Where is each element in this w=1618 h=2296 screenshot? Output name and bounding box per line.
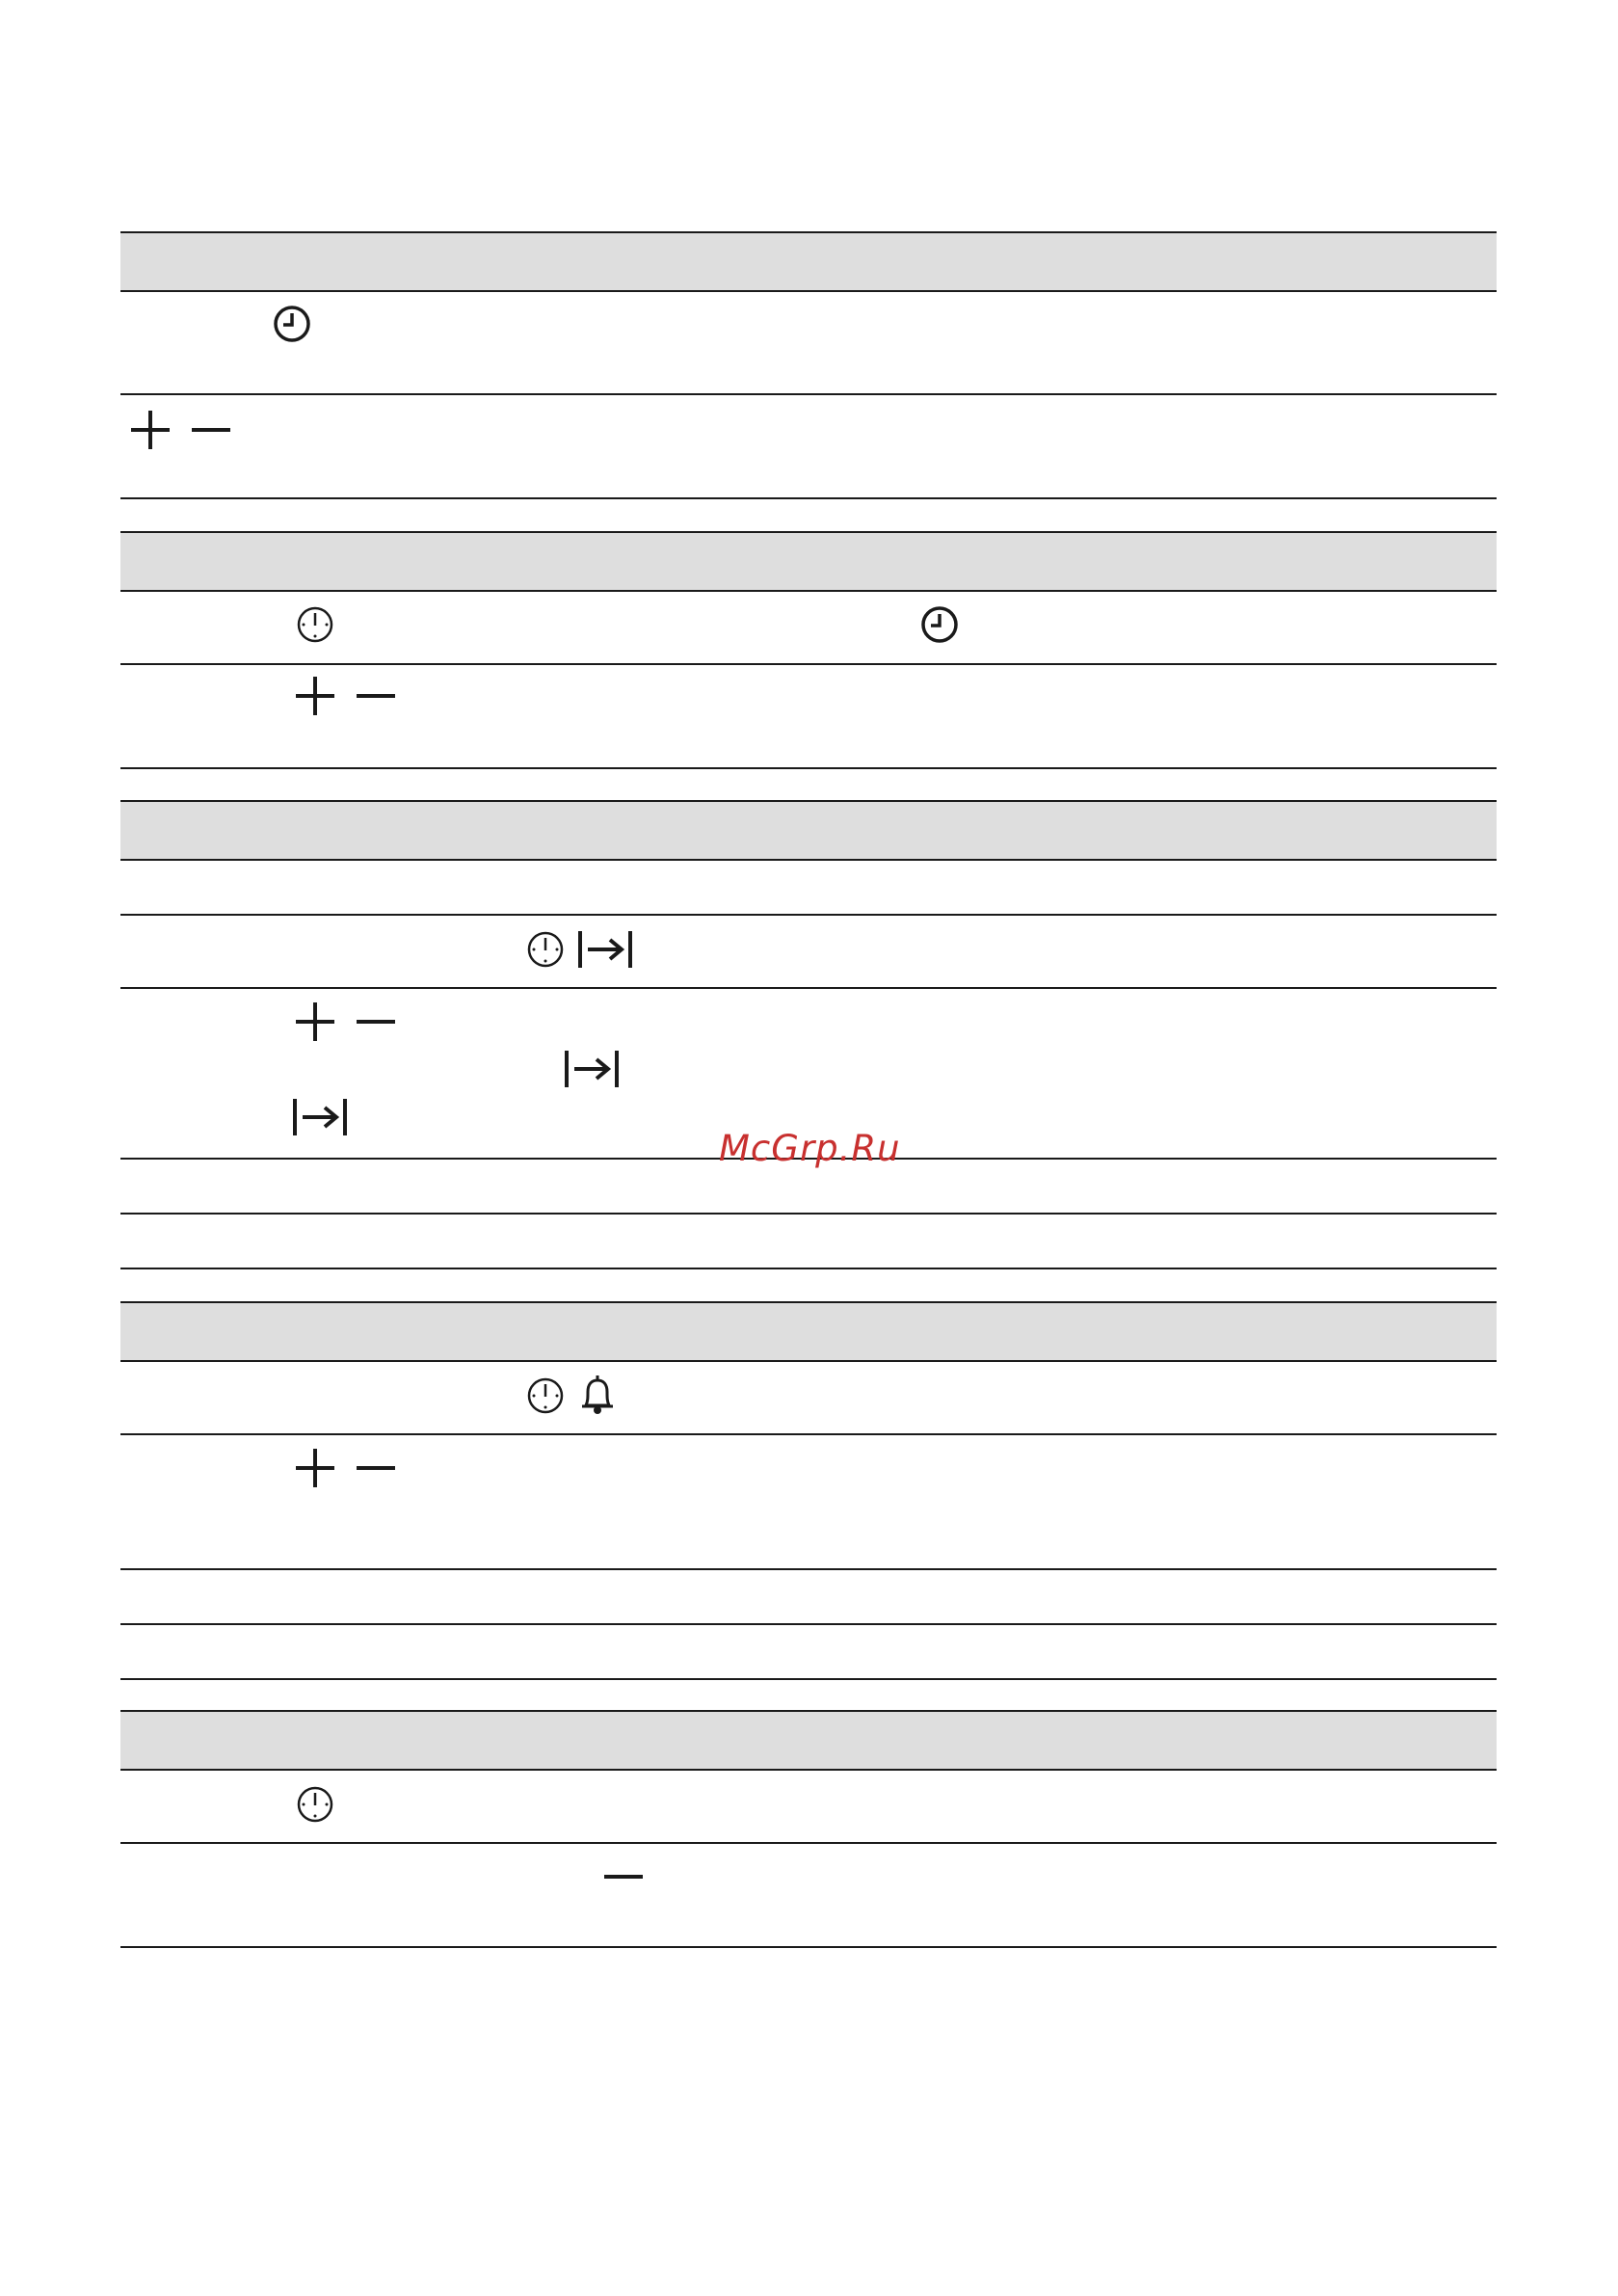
watermark: McGrp.Ru bbox=[719, 1128, 901, 1169]
plus-icon bbox=[294, 1001, 336, 1043]
table-row bbox=[120, 1435, 1497, 1570]
table-row bbox=[120, 292, 1497, 395]
duration-icon bbox=[292, 1097, 348, 1137]
table-clock-setting bbox=[120, 231, 1497, 499]
table-row bbox=[120, 592, 1497, 665]
table-header bbox=[120, 800, 1497, 861]
duration-icon bbox=[564, 1049, 620, 1089]
clock-icon bbox=[919, 604, 960, 645]
table-header bbox=[120, 231, 1497, 292]
table-row bbox=[120, 861, 1497, 916]
minus-icon bbox=[602, 1855, 645, 1898]
table-header bbox=[120, 1301, 1497, 1362]
timer-icon bbox=[295, 1784, 335, 1825]
timer-icon bbox=[525, 929, 566, 970]
bell-icon bbox=[578, 1373, 617, 1415]
plus-icon bbox=[294, 1447, 336, 1489]
table-row bbox=[120, 1215, 1497, 1269]
table-row bbox=[120, 1844, 1497, 1948]
duration-icon bbox=[577, 929, 633, 970]
table-row bbox=[120, 665, 1497, 769]
table-row bbox=[120, 395, 1497, 499]
table-row bbox=[120, 1362, 1497, 1435]
table-row bbox=[120, 1771, 1497, 1844]
table-duration-setting bbox=[120, 800, 1497, 1269]
plus-icon bbox=[294, 675, 336, 717]
table-row bbox=[120, 1625, 1497, 1680]
clock-icon bbox=[272, 304, 312, 344]
minus-icon bbox=[355, 1001, 397, 1043]
minus-icon bbox=[355, 1447, 397, 1489]
table-row bbox=[120, 916, 1497, 989]
timer-icon bbox=[295, 604, 335, 645]
minus-icon bbox=[190, 409, 232, 451]
table-timer-cancel bbox=[120, 1710, 1497, 1948]
table-timer-change bbox=[120, 531, 1497, 769]
table-minute-minder bbox=[120, 1301, 1497, 1680]
minus-icon bbox=[355, 675, 397, 717]
timer-icon bbox=[525, 1375, 566, 1416]
plus-icon bbox=[129, 409, 172, 451]
table-row bbox=[120, 1570, 1497, 1625]
table-header bbox=[120, 531, 1497, 592]
table-header bbox=[120, 1710, 1497, 1771]
